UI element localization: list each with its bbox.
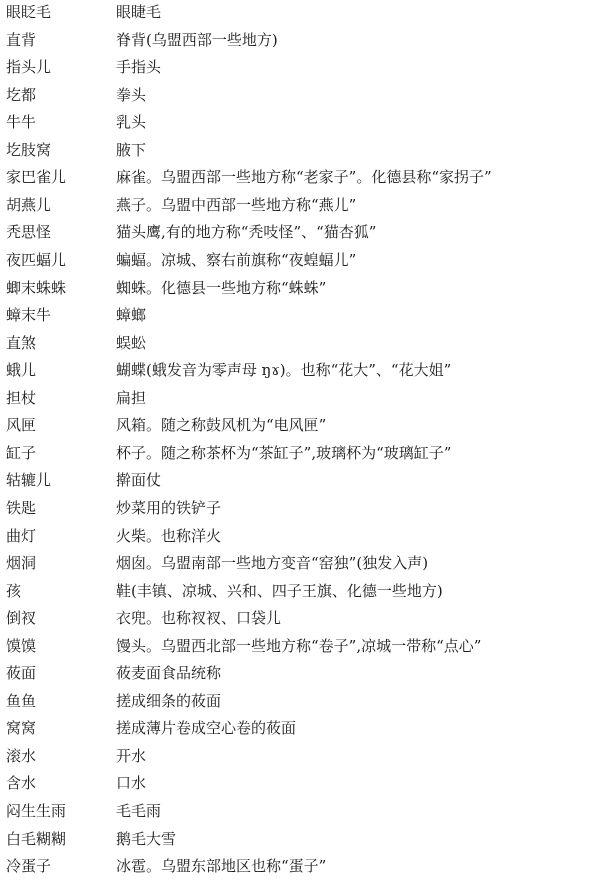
glossary-entry <box>0 220 600 244</box>
glossary-definition: 莜麦面食品统称 <box>116 664 222 683</box>
glossary-entry <box>0 441 600 465</box>
glossary-entry <box>0 413 600 437</box>
glossary-entry <box>0 744 600 768</box>
glossary-definition: 冰雹。乌盟东部地区也称“蛋子” <box>116 857 327 876</box>
glossary-term: 滚水 <box>6 746 37 765</box>
glossary-entry <box>0 331 600 355</box>
glossary-term: 馍馍 <box>6 636 37 655</box>
glossary-entry <box>0 854 600 878</box>
glossary-definition: 乳头 <box>116 113 147 132</box>
glossary-definition: 麻雀。乌盟西部一些地方称“老家子”。化德县称“家拐子” <box>116 168 492 187</box>
glossary-term: 圪肢窝 <box>6 140 52 159</box>
glossary-definition: 搓成薄片卷成空心卷的莜面 <box>116 719 297 738</box>
glossary-definition: 鹅毛大雪 <box>116 829 177 848</box>
glossary-term: 缸子 <box>6 443 37 462</box>
glossary-definition: 蜘蛛。化德县一些地方称“蛛蛛” <box>116 278 327 297</box>
glossary-term: 鱼鱼 <box>6 691 37 710</box>
glossary-definition: 扁担 <box>116 388 147 407</box>
glossary-entry <box>0 606 600 630</box>
glossary-definition: 衣兜。也称衩衩、口袋儿 <box>116 609 282 628</box>
glossary-definition: 鞋(丰镇、凉城、兴和、四子王旗、化德一些地方) <box>116 581 443 600</box>
glossary-term: 窝窝 <box>6 719 37 738</box>
glossary-entry <box>0 827 600 851</box>
glossary-definition: 风箱。随之称鼓风机为“电风匣” <box>116 416 327 435</box>
glossary-term: 孩 <box>6 581 22 600</box>
glossary-term: 牛牛 <box>6 113 37 132</box>
glossary-entry <box>0 193 600 217</box>
glossary-definition: 蟑螂 <box>116 306 147 325</box>
glossary-definition: 脊背(乌盟西部一些地方) <box>116 30 278 49</box>
glossary-entry <box>0 110 600 134</box>
glossary-definition: 腋下 <box>116 140 147 159</box>
glossary-entry <box>0 358 600 382</box>
glossary-entry <box>0 165 600 189</box>
glossary-entry <box>0 771 600 795</box>
glossary-term: 秃思怪 <box>6 223 52 242</box>
glossary-term: 轱辘儿 <box>6 471 52 490</box>
glossary-term: 圪都 <box>6 85 37 104</box>
glossary-definition: 口水 <box>116 774 147 793</box>
glossary-term: 蝍末蛛蛛 <box>6 278 67 297</box>
glossary-entry <box>0 468 600 492</box>
glossary-definition: 拳头 <box>116 85 147 104</box>
glossary-definition: 炒菜用的铁铲子 <box>116 498 222 517</box>
glossary-term: 眼眨毛 <box>6 3 52 21</box>
glossary-definition: 火柴。也称洋火 <box>116 526 222 545</box>
glossary-term: 莜面 <box>6 664 37 683</box>
glossary-term: 烟洞 <box>6 554 37 572</box>
glossary-entry <box>0 276 600 300</box>
glossary-entry <box>0 799 600 823</box>
glossary-entry <box>0 28 600 52</box>
glossary-definition: 燕子。乌盟中西部一些地方称“燕儿” <box>116 195 357 214</box>
glossary-term: 白毛糊糊 <box>6 829 67 848</box>
glossary-entry <box>0 551 600 575</box>
glossary-definition: 猫头鹰,有的地方称“秃吱怪”、“猫杏狐” <box>116 223 377 242</box>
glossary-term: 指头儿 <box>6 58 52 77</box>
glossary-entry <box>0 386 600 410</box>
glossary-definition: 搓成细条的莜面 <box>116 691 222 710</box>
glossary-definition: 蝴蝶(蛾发音为零声母 ŋɤ)。也称“花大”、“花大姐” <box>116 361 452 380</box>
glossary-entry <box>0 634 600 658</box>
glossary-entry <box>0 689 600 713</box>
glossary-entry <box>0 83 600 107</box>
glossary-term: 夜匹蝠儿 <box>6 251 67 269</box>
glossary-entry <box>0 579 600 603</box>
glossary-term: 胡燕儿 <box>6 195 52 214</box>
glossary-definition: 馒头。乌盟西北部一些地方称“卷子”,凉城一带称“点心” <box>116 636 482 655</box>
glossary-definition: 眼睫毛 <box>116 3 162 21</box>
glossary-entry <box>0 524 600 548</box>
glossary-definition: 手指头 <box>116 58 162 77</box>
glossary-term: 倒衩 <box>6 609 37 628</box>
glossary-term: 直煞 <box>6 333 37 352</box>
glossary-entry <box>0 716 600 740</box>
glossary-entry <box>0 138 600 162</box>
glossary-term: 直背 <box>6 30 37 49</box>
glossary-entry <box>0 248 600 272</box>
glossary-definition: 毛毛雨 <box>116 802 162 820</box>
glossary-entry <box>0 303 600 327</box>
glossary-entry <box>0 496 600 520</box>
glossary-entry <box>0 55 600 79</box>
glossary-term: 冷蛋子 <box>6 857 52 876</box>
glossary-term: 含水 <box>6 774 37 793</box>
glossary-term: 铁匙 <box>6 498 37 517</box>
glossary-term: 蛾儿 <box>6 361 37 380</box>
glossary-definition: 蜈蚣 <box>116 333 147 352</box>
glossary-term: 家巴雀儿 <box>6 168 67 187</box>
glossary-definition: 擀面仗 <box>116 471 162 490</box>
glossary-term: 闷生生雨 <box>6 802 67 820</box>
glossary-term: 风匣 <box>6 416 37 435</box>
glossary-term: 担杖 <box>6 388 37 407</box>
glossary-term: 曲灯 <box>6 526 37 545</box>
glossary-definition: 开水 <box>116 746 147 765</box>
glossary-definition: 杯子。随之称茶杯为“茶缸子”,玻璃杯为“玻璃缸子” <box>116 443 452 462</box>
glossary-term: 蟑末牛 <box>6 306 52 325</box>
glossary-entry <box>0 0 600 24</box>
glossary-definition: 蝙蝠。凉城、察右前旗称“夜蝗蝠儿” <box>116 251 357 269</box>
glossary-entry <box>0 661 600 685</box>
glossary-definition: 烟囱。乌盟南部一些地方变音“窑独”(独发入声) <box>116 554 429 572</box>
